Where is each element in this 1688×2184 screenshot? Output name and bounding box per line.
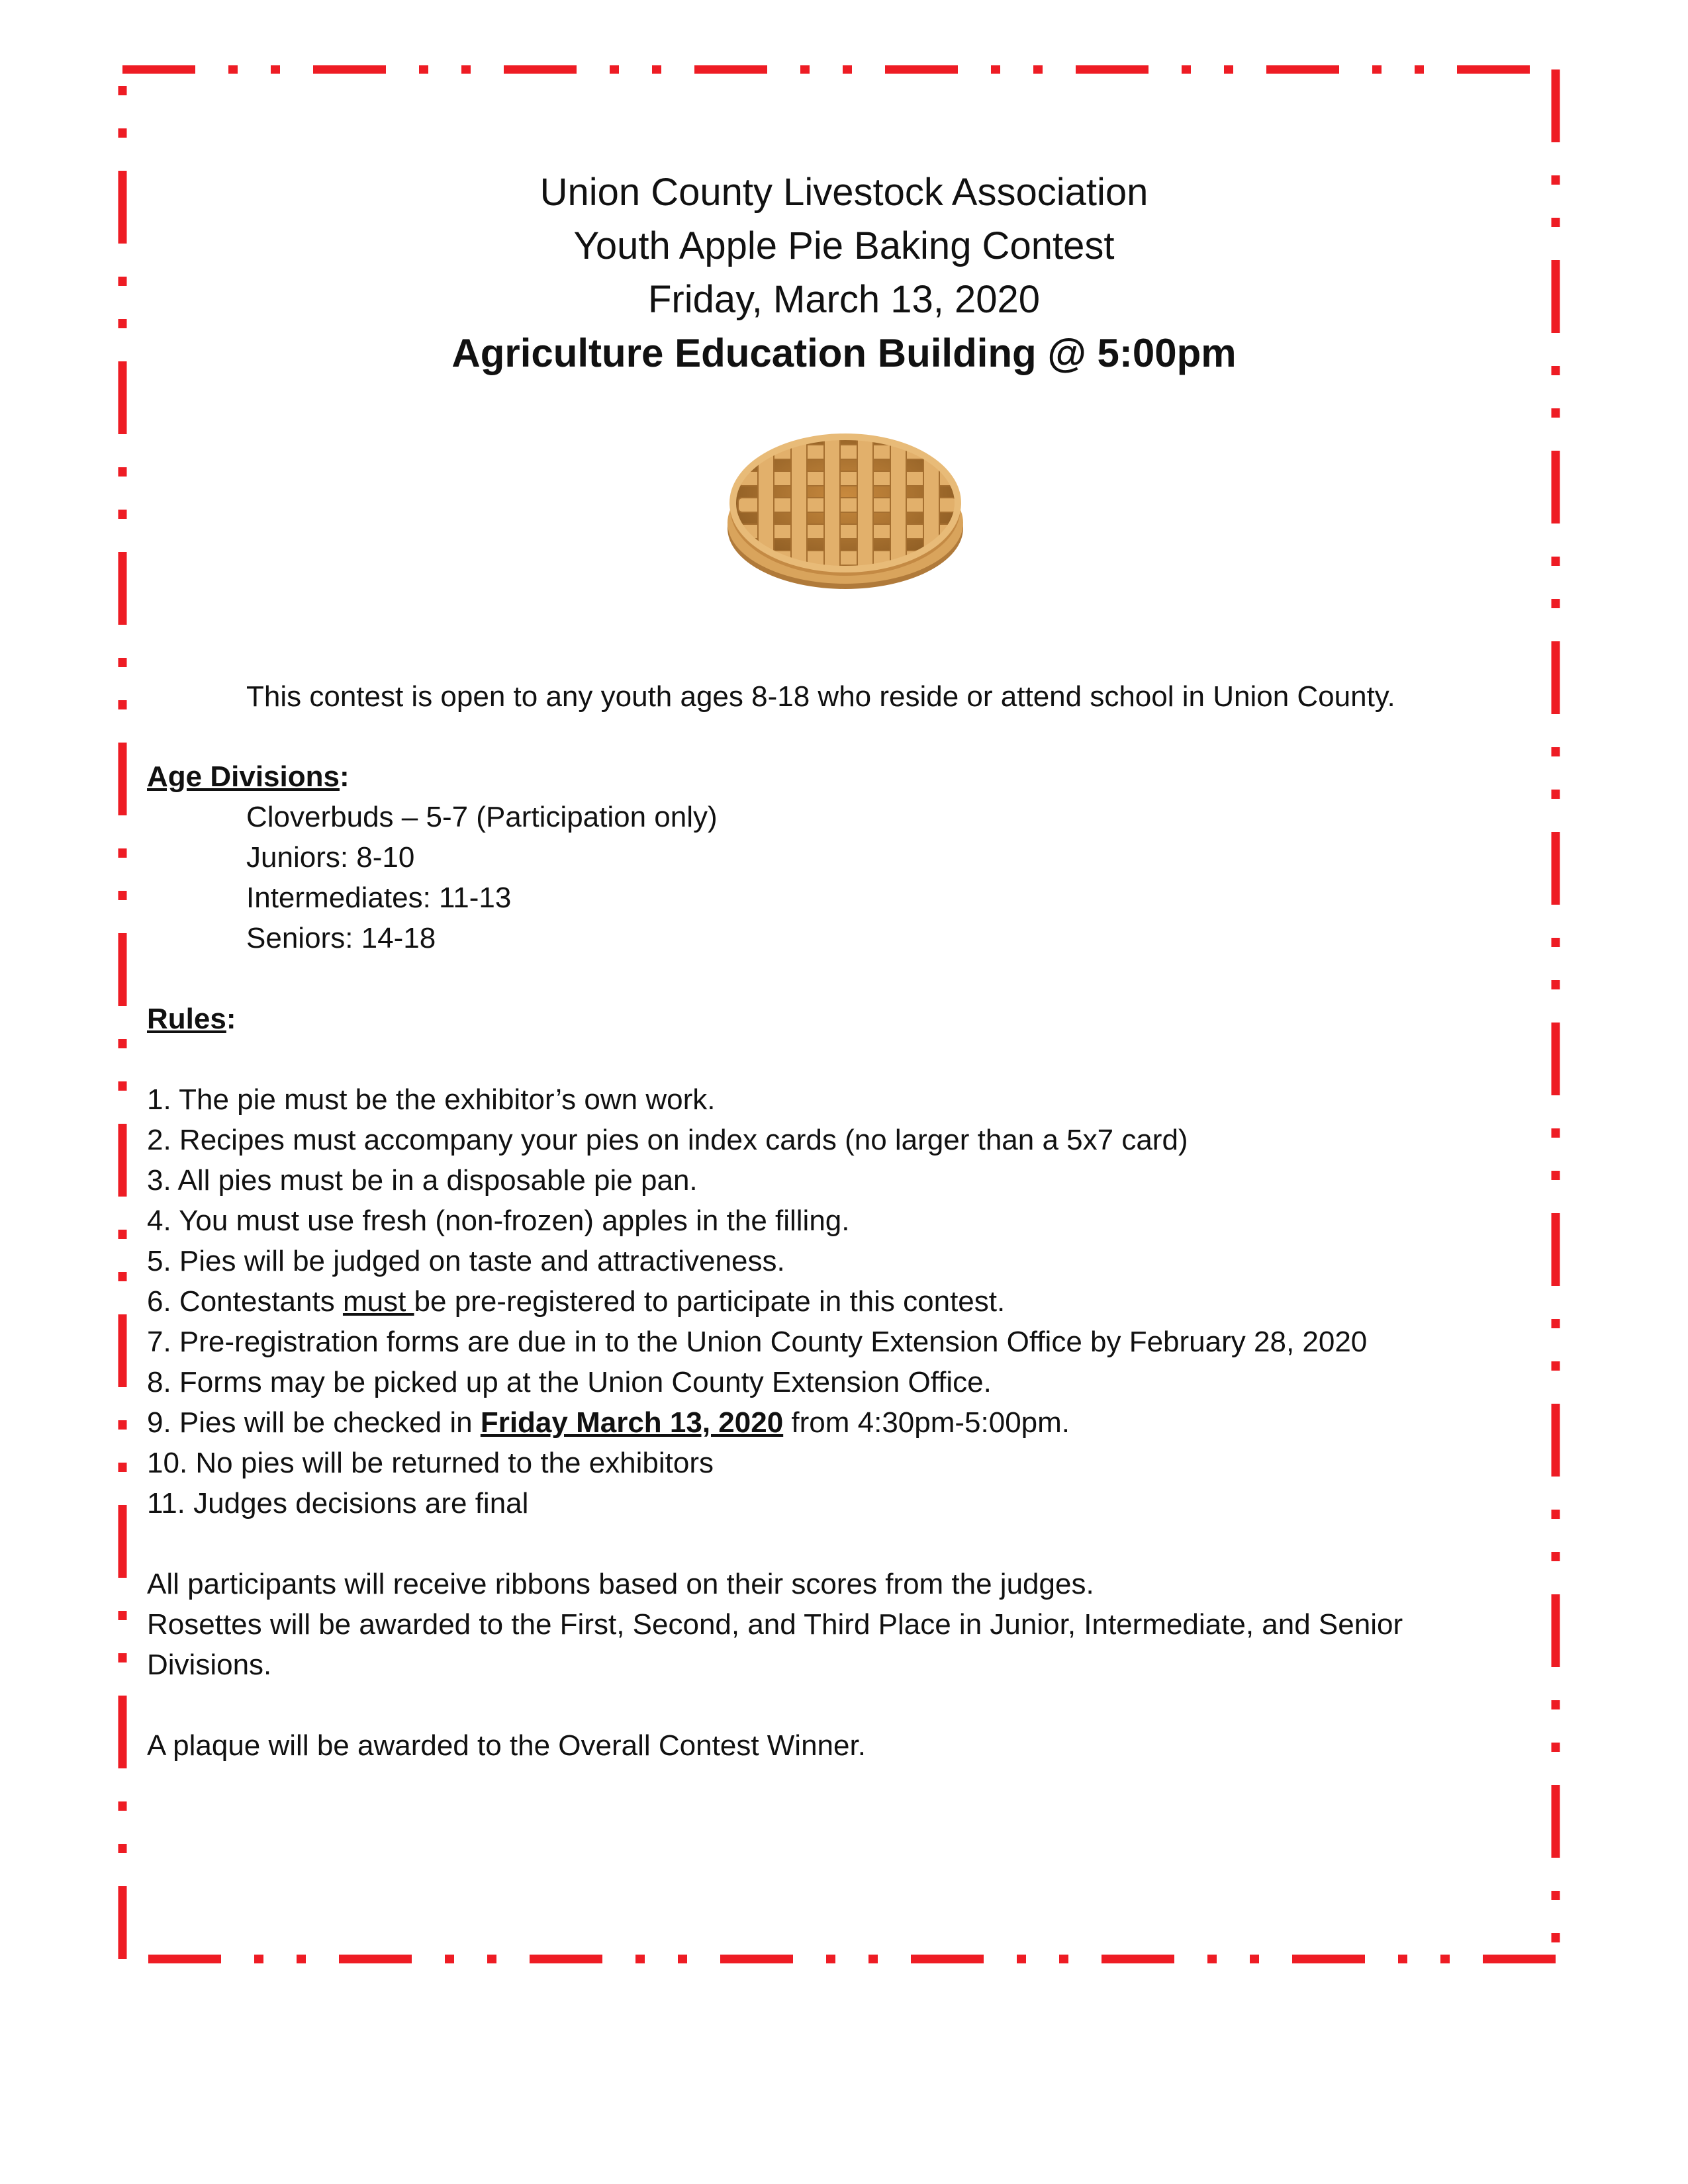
rule-item: 10. No pies will be returned to the exhibitors bbox=[147, 1447, 714, 1479]
rule-item: 4. You must use fresh (non-frozen) apples in the filling. bbox=[147, 1205, 850, 1237]
age-division-item: Seniors: 14-18 bbox=[246, 922, 436, 954]
age-division-item: Intermediates: 11-13 bbox=[246, 882, 512, 914]
event-venue-time: Agriculture Education Building @ 5:00pm bbox=[451, 331, 1237, 375]
organization-name: Union County Livestock Association bbox=[539, 171, 1149, 214]
age-divisions-heading: Age Divisions: bbox=[147, 760, 350, 793]
apple-pie-image bbox=[725, 424, 966, 596]
rule-item: 1. The pie must be the exhibitor’s own work. bbox=[147, 1083, 716, 1116]
rule-item: 11. Judges decisions are final bbox=[147, 1487, 529, 1520]
event-title: Youth Apple Pie Baking Contest bbox=[573, 224, 1115, 267]
rosettes-statement-continued: Divisions. bbox=[147, 1649, 272, 1681]
rule-item: 8. Forms may be picked up at the Union County Extension Office. bbox=[147, 1366, 992, 1398]
rosettes-statement: Rosettes will be awarded to the First, Second, and Third Place in Junior, Intermediate, and Senior bbox=[147, 1608, 1403, 1641]
ribbons-statement: All participants will receive ribbons based on their scores from the judges. bbox=[147, 1568, 1094, 1600]
eligibility-statement: This contest is open to any youth ages 8-18 who reside or attend school in Union County. bbox=[246, 680, 1395, 713]
rule-item: 2. Recipes must accompany your pies on index cards (no larger than a 5x7 card) bbox=[147, 1124, 1188, 1156]
age-division-item: Juniors: 8-10 bbox=[246, 841, 415, 874]
rule-item: 9. Pies will be checked in Friday March 13, 2020 from 4:30pm-5:00pm. bbox=[147, 1406, 1070, 1439]
plaque-statement: A plaque will be awarded to the Overall Contest Winner. bbox=[147, 1729, 866, 1762]
flyer-header bbox=[0, 165, 1688, 380]
rule-item: 5. Pies will be judged on taste and attractiveness. bbox=[147, 1245, 785, 1277]
event-date: Friday, March 13, 2020 bbox=[647, 278, 1041, 321]
rules-heading: Rules: bbox=[147, 1003, 236, 1035]
rule-item: 3. All pies must be in a disposable pie pan. bbox=[147, 1164, 698, 1197]
rule-item: 6. Contestants must be pre-registered to participate in this contest. bbox=[147, 1285, 1006, 1318]
rule-item: 7. Pre-registration forms are due in to the Union County Extension Office by February 28, 2020 bbox=[147, 1326, 1368, 1358]
age-division-item: Cloverbuds – 5-7 (Participation only) bbox=[246, 801, 718, 833]
